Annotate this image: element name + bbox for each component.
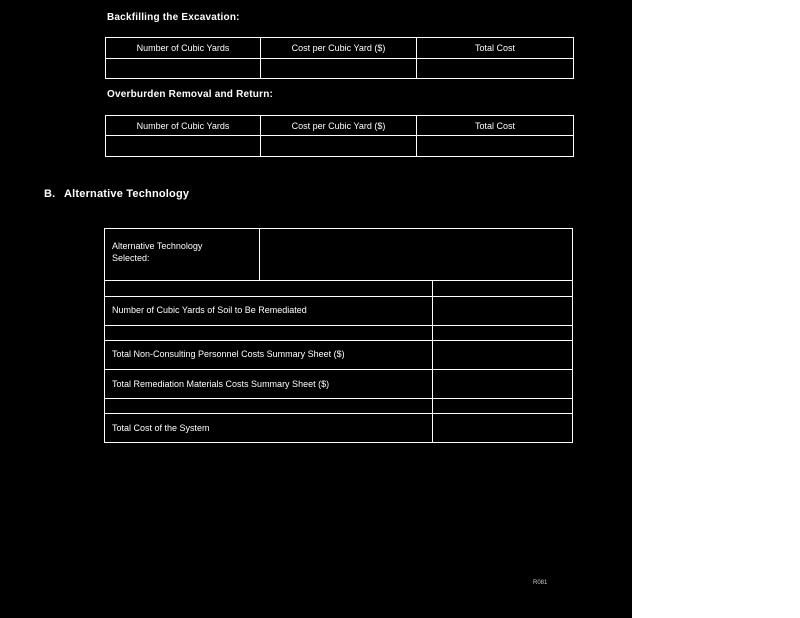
alt-tech-selected-field[interactable] bbox=[261, 230, 571, 279]
overburden-table bbox=[105, 115, 574, 157]
section-b-letter: B. bbox=[44, 188, 56, 200]
materials-costs-field[interactable] bbox=[434, 371, 571, 397]
alt-tech-selected-label-line1: Alternative Technology bbox=[112, 241, 203, 251]
alt-tech-selected-label bbox=[112, 240, 202, 264]
total-cost-label: Total Cost of the System bbox=[112, 423, 210, 433]
selected-divider bbox=[259, 228, 260, 280]
overburden-cost-per-yard-field[interactable] bbox=[261, 136, 417, 157]
overburden-total-cost-field[interactable] bbox=[417, 136, 574, 157]
backfilling-heading: Backfilling the Excavation: bbox=[107, 12, 240, 23]
overburden-col-total-cost: Total Cost bbox=[417, 116, 574, 136]
row-divider bbox=[104, 413, 573, 414]
row-divider bbox=[104, 398, 573, 399]
alt-tech-selected-label-line2: Selected: bbox=[112, 253, 150, 263]
backfilling-total-cost-field[interactable] bbox=[417, 59, 574, 79]
row-divider bbox=[104, 296, 573, 297]
backfilling-col-cost-per-yard: Cost per Cubic Yard ($) bbox=[261, 38, 417, 59]
value-column-divider bbox=[432, 280, 433, 443]
row-divider bbox=[104, 369, 573, 370]
overburden-heading: Overburden Removal and Return: bbox=[107, 89, 274, 100]
overburden-col-cubic-yards: Number of Cubic Yards bbox=[106, 116, 261, 136]
materials-costs-label: Total Remediation Materials Costs Summary Sheet ($) bbox=[112, 379, 330, 389]
row-divider bbox=[104, 280, 573, 281]
backfilling-col-total-cost: Total Cost bbox=[417, 38, 574, 59]
personnel-costs-field[interactable] bbox=[434, 342, 571, 368]
row-divider bbox=[104, 340, 573, 341]
cubic-yards-label: Number of Cubic Yards of Soil to Be Remediated bbox=[112, 305, 307, 315]
cubic-yards-field[interactable] bbox=[434, 298, 571, 324]
row-divider bbox=[104, 325, 573, 326]
overburden-cubic-yards-field[interactable] bbox=[106, 136, 261, 157]
section-b-title: Alternative Technology bbox=[64, 188, 190, 200]
backfilling-col-cubic-yards: Number of Cubic Yards bbox=[106, 38, 261, 59]
total-cost-field[interactable] bbox=[434, 415, 571, 441]
personnel-costs-label: Total Non-Consulting Personnel Costs Summary Sheet ($) bbox=[112, 349, 345, 359]
page-mark: R081 bbox=[533, 580, 548, 586]
backfilling-cubic-yards-field[interactable] bbox=[106, 59, 261, 79]
backfilling-cost-per-yard-field[interactable] bbox=[261, 59, 417, 79]
overburden-col-cost-per-yard: Cost per Cubic Yard ($) bbox=[261, 116, 417, 136]
backfilling-table bbox=[105, 37, 574, 79]
